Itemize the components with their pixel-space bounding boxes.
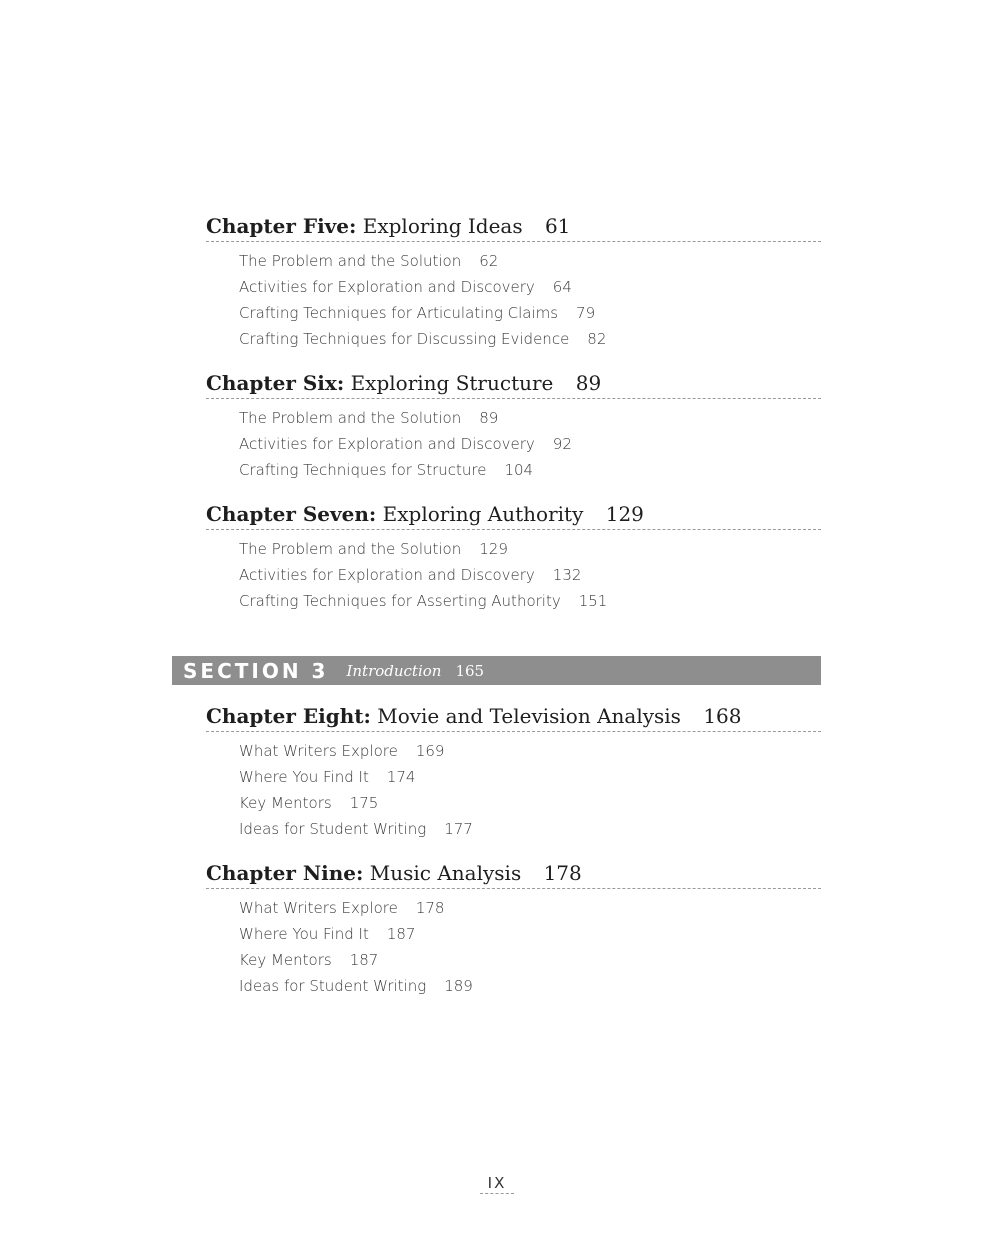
toc-entry[interactable] [239, 300, 821, 326]
chapter-title: Exploring Structure [350, 371, 554, 395]
entry-page: 62 [479, 252, 499, 270]
entry-title: Crafting Techniques for Discussing Evidence [239, 330, 570, 348]
chapter-title: Movie and Television Analysis [377, 704, 681, 728]
entry-page: 104 [504, 461, 534, 479]
chapter-page: 129 [605, 502, 644, 526]
chapter-nine [206, 860, 821, 999]
entry-title: Key Mentors [239, 951, 332, 969]
toc-entry[interactable] [239, 562, 821, 588]
chapter-label: Chapter Five: [206, 214, 357, 238]
entry-title: Activities for Exploration and Discovery [239, 278, 535, 296]
toc-entry[interactable] [239, 816, 821, 842]
entry-page: 79 [576, 304, 596, 322]
toc-entry[interactable] [239, 405, 821, 431]
chapter-subentries [239, 738, 821, 842]
entry-page: 92 [552, 435, 572, 453]
entry-page: 169 [415, 742, 445, 760]
section-intro-page: 165 [455, 661, 485, 680]
chapter-label: Chapter Six: [206, 371, 345, 395]
chapter-subentries [239, 536, 821, 614]
entry-page: 177 [444, 820, 473, 838]
chapter-title: Music Analysis [369, 861, 522, 885]
toc-entry[interactable] [239, 248, 821, 274]
section-intro-label: Introduction [346, 661, 442, 680]
entry-page: 151 [578, 592, 608, 610]
entry-page: 64 [552, 278, 572, 296]
entry-title: The Problem and the Solution [239, 409, 462, 427]
toc-entry[interactable] [239, 431, 821, 457]
toc-entry[interactable] [239, 326, 821, 352]
chapter-title: Exploring Authority [382, 502, 584, 526]
toc-entry[interactable] [239, 947, 821, 973]
entry-title: Ideas for Student Writing [239, 977, 427, 995]
entry-title: Crafting Techniques for Structure [239, 461, 487, 479]
chapter-title: Exploring Ideas [362, 214, 523, 238]
entry-page: 178 [415, 899, 445, 917]
chapter-seven [206, 501, 821, 614]
chapter-heading[interactable] [206, 860, 821, 889]
toc-entry[interactable] [239, 764, 821, 790]
chapter-page: 89 [575, 371, 602, 395]
entry-title: Crafting Techniques for Articulating Claims [239, 304, 559, 322]
chapter-heading[interactable] [206, 501, 821, 530]
toc-entry[interactable] [239, 457, 821, 483]
chapter-heading[interactable] [206, 370, 821, 399]
chapter-label: Chapter Nine: [206, 861, 364, 885]
entry-title: The Problem and the Solution [239, 252, 462, 270]
entry-page: 175 [349, 794, 379, 812]
toc-entry[interactable] [239, 790, 821, 816]
chapter-subentries [239, 405, 821, 483]
toc-entry[interactable] [239, 895, 821, 921]
entry-title: What Writers Explore [239, 899, 398, 917]
chapter-six [206, 370, 821, 483]
entry-page: 129 [479, 540, 508, 558]
chapter-label: Chapter Eight: [206, 704, 371, 728]
entry-title: The Problem and the Solution [239, 540, 462, 558]
toc-entry[interactable] [239, 536, 821, 562]
entry-title: Crafting Techniques for Asserting Authority [239, 592, 561, 610]
chapter-heading[interactable] [206, 703, 821, 732]
entry-title: Ideas for Student Writing [239, 820, 427, 838]
entry-page: 132 [552, 566, 582, 584]
chapter-five [206, 213, 821, 352]
chapter-label: Chapter Seven: [206, 502, 377, 526]
toc-entry[interactable] [239, 921, 821, 947]
chapter-page: 61 [544, 214, 571, 238]
toc-entry[interactable] [239, 274, 821, 300]
entry-page: 187 [349, 951, 379, 969]
entry-title: What Writers Explore [239, 742, 398, 760]
chapter-subentries [239, 248, 821, 352]
section-label: SECTION 3 [183, 658, 329, 683]
entry-title: Where You Find It [239, 925, 369, 943]
chapter-page: 168 [703, 704, 742, 728]
entry-title: Activities for Exploration and Discovery [239, 435, 535, 453]
entry-title: Key Mentors [239, 794, 332, 812]
toc-entry[interactable] [239, 738, 821, 764]
chapter-eight [206, 703, 821, 842]
entry-title: Activities for Exploration and Discovery [239, 566, 535, 584]
section-banner[interactable] [172, 656, 821, 685]
entry-page: 187 [386, 925, 416, 943]
entry-page: 189 [444, 977, 473, 995]
toc-entry[interactable] [239, 588, 821, 614]
toc-entry[interactable] [239, 973, 821, 999]
entry-page: 89 [479, 409, 499, 427]
chapter-page: 178 [543, 861, 582, 885]
entry-title: Where You Find It [239, 768, 369, 786]
chapter-subentries [239, 895, 821, 999]
chapter-heading[interactable] [206, 213, 821, 242]
entry-page: 82 [587, 330, 607, 348]
page-number: IX [480, 1174, 514, 1194]
entry-page: 174 [386, 768, 416, 786]
